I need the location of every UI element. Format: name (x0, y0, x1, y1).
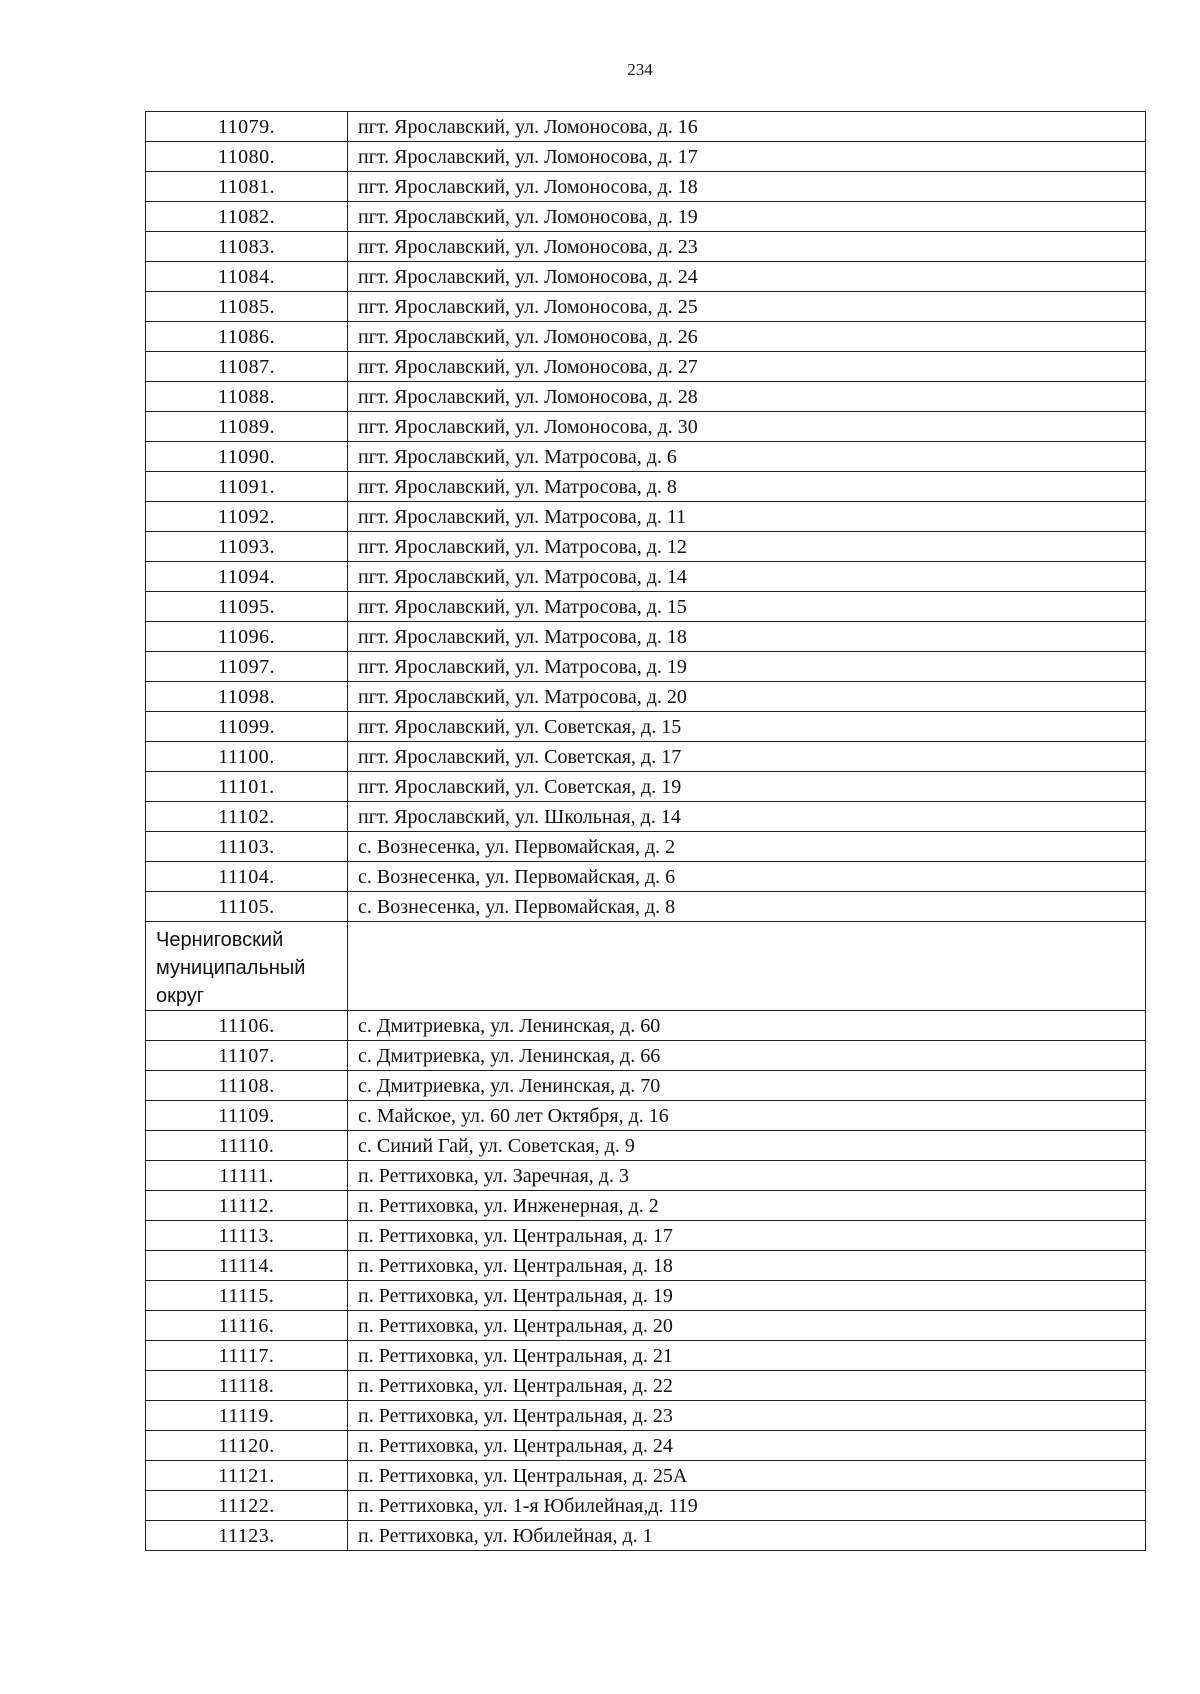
row-number: 11118. (146, 1371, 348, 1401)
table-row (146, 112, 1146, 142)
row-number: 11085. (146, 292, 348, 322)
table-row (146, 622, 1146, 652)
table-row (146, 1131, 1146, 1161)
row-number: 11090. (146, 442, 348, 472)
table-row (146, 322, 1146, 352)
row-number: 11087. (146, 352, 348, 382)
row-number: 11102. (146, 802, 348, 832)
row-address: пгт. Ярославский, ул. Ломоносова, д. 25 (348, 292, 1146, 322)
row-address: пгт. Ярославский, ул. Советская, д. 17 (348, 742, 1146, 772)
row-address: пгт. Ярославский, ул. Матросова, д. 12 (348, 532, 1146, 562)
row-address: п. Реттиховка, ул. Центральная, д. 17 (348, 1221, 1146, 1251)
table-row (146, 1071, 1146, 1101)
table-row (146, 292, 1146, 322)
table-row (146, 1191, 1146, 1221)
row-number: 11094. (146, 562, 348, 592)
row-address: пгт. Ярославский, ул. Ломоносова, д. 17 (348, 142, 1146, 172)
table-row (146, 232, 1146, 262)
table-row (146, 1011, 1146, 1041)
row-address: пгт. Ярославский, ул. Матросова, д. 11 (348, 502, 1146, 532)
row-address: пгт. Ярославский, ул. Советская, д. 19 (348, 772, 1146, 802)
row-address: пгт. Ярославский, ул. Матросова, д. 19 (348, 652, 1146, 682)
row-address: п. Реттиховка, ул. Центральная, д. 22 (348, 1371, 1146, 1401)
row-number: 11123. (146, 1521, 348, 1551)
row-address: пгт. Ярославский, ул. Матросова, д. 6 (348, 442, 1146, 472)
row-address: п. Реттиховка, ул. Инженерная, д. 2 (348, 1191, 1146, 1221)
table-row (146, 262, 1146, 292)
group-section (146, 922, 1146, 1011)
row-number: 11089. (146, 412, 348, 442)
table-row (146, 1371, 1146, 1401)
row-address: п. Реттиховка, ул. Центральная, д. 18 (348, 1251, 1146, 1281)
table-row (146, 412, 1146, 442)
row-number: 11115. (146, 1281, 348, 1311)
row-number: 11113. (146, 1221, 348, 1251)
row-number: 11112. (146, 1191, 348, 1221)
row-address: пгт. Ярославский, ул. Ломоносова, д. 26 (348, 322, 1146, 352)
row-number: 11119. (146, 1401, 348, 1431)
table-row (146, 442, 1146, 472)
row-number: 11110. (146, 1131, 348, 1161)
row-address: п. Реттиховка, ул. Центральная, д. 23 (348, 1401, 1146, 1431)
row-number: 11103. (146, 832, 348, 862)
row-address: с. Синий Гай, ул. Советская, д. 9 (348, 1131, 1146, 1161)
row-number: 11111. (146, 1161, 348, 1191)
table-row (146, 1311, 1146, 1341)
table-row (146, 1161, 1146, 1191)
table-row (146, 832, 1146, 862)
row-number: 11107. (146, 1041, 348, 1071)
table-row (146, 562, 1146, 592)
row-address: с. Вознесенка, ул. Первомайская, д. 6 (348, 862, 1146, 892)
row-number: 11079. (146, 112, 348, 142)
row-address: п. Реттиховка, ул. Центральная, д. 21 (348, 1341, 1146, 1371)
table-body-a (146, 112, 1146, 922)
table-row (146, 532, 1146, 562)
table-row (146, 172, 1146, 202)
row-number: 11095. (146, 592, 348, 622)
row-address: п. Реттиховка, ул. Заречная, д. 3 (348, 1161, 1146, 1191)
row-number: 11098. (146, 682, 348, 712)
table-row (146, 892, 1146, 922)
table-row (146, 1341, 1146, 1371)
row-address: пгт. Ярославский, ул. Ломоносова, д. 23 (348, 232, 1146, 262)
table-row (146, 652, 1146, 682)
row-address: п. Реттиховка, ул. Центральная, д. 25А (348, 1461, 1146, 1491)
table-row (146, 502, 1146, 532)
row-number: 11109. (146, 1101, 348, 1131)
row-address: п. Реттиховка, ул. Юбилейная, д. 1 (348, 1521, 1146, 1551)
row-address: пгт. Ярославский, ул. Матросова, д. 14 (348, 562, 1146, 592)
table-row (146, 802, 1146, 832)
table-row (146, 742, 1146, 772)
row-number: 11096. (146, 622, 348, 652)
row-address: с. Вознесенка, ул. Первомайская, д. 8 (348, 892, 1146, 922)
row-address: пгт. Ярославский, ул. Школьная, д. 14 (348, 802, 1146, 832)
row-number: 11114. (146, 1251, 348, 1281)
table-row (146, 1401, 1146, 1431)
municipal-district-name: Черниговский муниципальный округ (146, 922, 348, 1011)
row-address: п. Реттиховка, ул. Центральная, д. 19 (348, 1281, 1146, 1311)
group-row (146, 922, 1146, 1011)
row-number: 11099. (146, 712, 348, 742)
table-row (146, 1491, 1146, 1521)
row-address: п. Реттиховка, ул. Центральная, д. 24 (348, 1431, 1146, 1461)
table-row (146, 772, 1146, 802)
row-number: 11101. (146, 772, 348, 802)
row-address: с. Вознесенка, ул. Первомайская, д. 2 (348, 832, 1146, 862)
row-number: 11121. (146, 1461, 348, 1491)
row-address: пгт. Ярославский, ул. Ломоносова, д. 27 (348, 352, 1146, 382)
table-row (146, 592, 1146, 622)
row-address: пгт. Ярославский, ул. Матросова, д. 18 (348, 622, 1146, 652)
row-number: 11104. (146, 862, 348, 892)
row-address: пгт. Ярославский, ул. Ломоносова, д. 30 (348, 412, 1146, 442)
row-address: с. Дмитриевка, ул. Ленинская, д. 70 (348, 1071, 1146, 1101)
table-row (146, 1461, 1146, 1491)
table-row (146, 1101, 1146, 1131)
table-row (146, 1221, 1146, 1251)
group-empty-cell (348, 922, 1146, 1011)
row-number: 11081. (146, 172, 348, 202)
table-row (146, 382, 1146, 412)
row-address: пгт. Ярославский, ул. Ломоносова, д. 28 (348, 382, 1146, 412)
row-number: 11083. (146, 232, 348, 262)
table-row (146, 202, 1146, 232)
table-row (146, 352, 1146, 382)
row-address: с. Дмитриевка, ул. Ленинская, д. 60 (348, 1011, 1146, 1041)
row-address: пгт. Ярославский, ул. Матросова, д. 20 (348, 682, 1146, 712)
table-row (146, 862, 1146, 892)
row-address: пгт. Ярославский, ул. Ломоносова, д. 19 (348, 202, 1146, 232)
row-number: 11082. (146, 202, 348, 232)
table-row (146, 1431, 1146, 1461)
table-row (146, 142, 1146, 172)
row-address: п. Реттиховка, ул. Центральная, д. 20 (348, 1311, 1146, 1341)
row-number: 11091. (146, 472, 348, 502)
row-number: 11080. (146, 142, 348, 172)
table-row (146, 1251, 1146, 1281)
table-row (146, 682, 1146, 712)
row-address: с. Дмитриевка, ул. Ленинская, д. 66 (348, 1041, 1146, 1071)
table-row (146, 1281, 1146, 1311)
table-row (146, 1521, 1146, 1551)
row-number: 11106. (146, 1011, 348, 1041)
row-address: пгт. Ярославский, ул. Советская, д. 15 (348, 712, 1146, 742)
table-row (146, 1041, 1146, 1071)
table-body-b (146, 1011, 1146, 1551)
row-number: 11084. (146, 262, 348, 292)
row-number: 11097. (146, 652, 348, 682)
row-address: пгт. Ярославский, ул. Ломоносова, д. 16 (348, 112, 1146, 142)
page-number: 234 (627, 60, 653, 79)
row-number: 11100. (146, 742, 348, 772)
table-row (146, 472, 1146, 502)
row-address: пгт. Ярославский, ул. Ломоносова, д. 18 (348, 172, 1146, 202)
row-number: 11105. (146, 892, 348, 922)
row-address: с. Майское, ул. 60 лет Октября, д. 16 (348, 1101, 1146, 1131)
row-address: пгт. Ярославский, ул. Матросова, д. 15 (348, 592, 1146, 622)
row-number: 11093. (146, 532, 348, 562)
row-number: 11092. (146, 502, 348, 532)
row-address: пгт. Ярославский, ул. Матросова, д. 8 (348, 472, 1146, 502)
row-number: 11120. (146, 1431, 348, 1461)
row-number: 11088. (146, 382, 348, 412)
table-row (146, 712, 1146, 742)
row-number: 11108. (146, 1071, 348, 1101)
row-address: п. Реттиховка, ул. 1-я Юбилейная,д. 119 (348, 1491, 1146, 1521)
row-address: пгт. Ярославский, ул. Ломоносова, д. 24 (348, 262, 1146, 292)
row-number: 11086. (146, 322, 348, 352)
address-table (145, 111, 1146, 1551)
row-number: 11122. (146, 1491, 348, 1521)
row-number: 11116. (146, 1311, 348, 1341)
row-number: 11117. (146, 1341, 348, 1371)
